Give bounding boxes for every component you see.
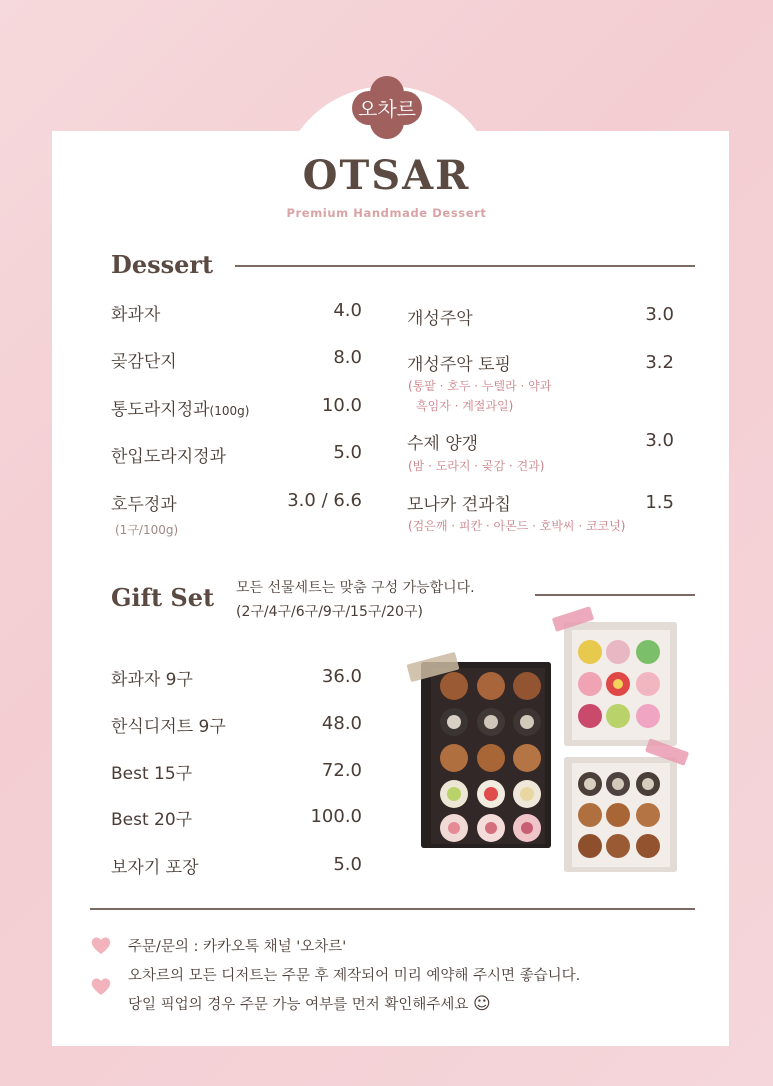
dessert-rule [235, 265, 695, 267]
price-monaka: 1.5 [645, 492, 674, 513]
note-contact: 주문/문의 : 카카오톡 채널 '오차르' [128, 939, 347, 955]
gift-desc-2: (2구/4구/6구/9구/15구/20구) [236, 604, 423, 620]
item-hwagwaja: 화과자 [111, 305, 161, 325]
gift-box-photo-bottom [564, 757, 677, 872]
gift-price-best15: 72.0 [321, 760, 362, 781]
item-hanipdoraji: 한입도라지정과 [111, 447, 226, 467]
sub-juak-topping-2: 흑임자 · 계절과일) [416, 399, 514, 413]
gift-item-bojagi: 보자기 포장 [111, 858, 199, 878]
price-hodujeonggwa: 3.0 / 6.6 [287, 490, 362, 511]
item-juak-topping: 개성주악 토핑 [407, 355, 511, 375]
item-monaka: 모나카 견과칩 [407, 495, 511, 515]
gift-item-hansik9: 한식디저트 9구 [111, 717, 226, 737]
gift-title: Gift Set [111, 583, 215, 612]
item-gaeseongjuak: 개성주악 [407, 309, 473, 329]
item-gotgamdanji: 곶감단지 [111, 352, 177, 372]
gift-item-best15: Best 15구 [111, 764, 193, 784]
sub-yanggaeng: (밤 · 도라지 · 곶감 · 견과) [408, 459, 545, 473]
otsar-logo [352, 75, 422, 141]
note-reservation: 오차르의 모든 디저트는 주문 후 제작되어 미리 예약해 주시면 좋습니다. [128, 968, 581, 984]
gift-price-best20: 100.0 [310, 806, 362, 827]
dessert-title: Dessert [111, 250, 214, 279]
item-hodujeonggwa: 호두정과 [111, 495, 177, 515]
gift-price-hansik9: 48.0 [321, 713, 362, 734]
price-gotgamdanji: 8.0 [333, 347, 362, 368]
note-pickup: 당일 픽업의 경우 주문 가능 여부를 먼저 확인해주세요 ☺ [128, 994, 491, 1014]
gift-desc-1: 모든 선물세트는 맞춤 구성 가능합니다. [236, 580, 475, 596]
smile-icon: ☺ [473, 994, 491, 1014]
gift-price-bojagi: 5.0 [333, 854, 362, 875]
price-hanipdoraji: 5.0 [333, 442, 362, 463]
footer-rule [90, 908, 695, 910]
heart-icon [90, 976, 112, 996]
brand-tagline: Premium Handmade Dessert [286, 206, 487, 220]
logo-text: 오차르 [358, 97, 416, 121]
price-juak-topping: 3.2 [645, 352, 674, 373]
gift-rule [535, 594, 695, 596]
gift-box-photo-large [421, 662, 551, 848]
sub-hodujeonggwa: (1구/100g) [115, 523, 179, 537]
sub-monaka: (검은깨 · 피칸 · 아몬드 · 호박씨 · 코코넛) [408, 519, 626, 533]
item-tongdoraji: 통도라지정과(100g) [111, 400, 250, 420]
item-tongdoraji-weight: (100g) [209, 404, 250, 418]
gift-item-hwagwaja9: 화과자 9구 [111, 670, 193, 690]
heart-icon [90, 935, 112, 955]
price-hwagwaja: 4.0 [333, 300, 362, 321]
price-tongdoraji: 10.0 [321, 395, 362, 416]
item-yanggaeng: 수제 양갱 [407, 434, 479, 454]
gift-box-photo-top [564, 622, 677, 746]
price-gaeseongjuak: 3.0 [645, 304, 674, 325]
gift-price-hwagwaja9: 36.0 [321, 666, 362, 687]
price-yanggaeng: 3.0 [645, 430, 674, 451]
sub-juak-topping-1: (통팥 · 호두 · 누텔라 · 약과 [408, 379, 552, 393]
gift-item-best20: Best 20구 [111, 810, 193, 830]
brand-name: OTSAR [302, 152, 471, 199]
